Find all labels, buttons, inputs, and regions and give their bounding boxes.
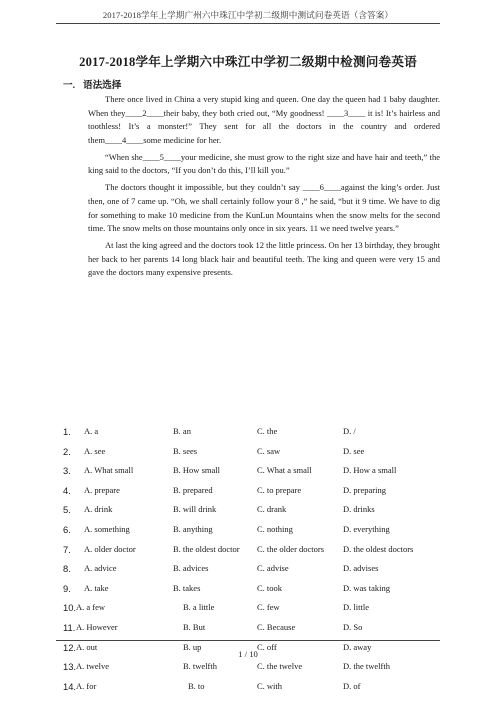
question-row xyxy=(63,446,443,466)
question-row xyxy=(63,563,443,583)
question-row xyxy=(63,602,443,622)
question-number: 6. xyxy=(63,523,71,535)
option-c: C. to prepare xyxy=(257,484,302,495)
document-title: 2017-2018学年上学期六中珠江中学初二级期中检测问卷英语 xyxy=(79,55,417,69)
option-a: A. prepare xyxy=(84,484,120,495)
option-c: C. advise xyxy=(257,563,289,574)
option-b: B. a little xyxy=(183,602,215,613)
option-b: B. advices xyxy=(173,563,209,574)
option-a: A. take xyxy=(84,582,109,593)
question-row xyxy=(63,524,443,544)
option-c: C. nothing xyxy=(257,523,293,534)
option-b: B. But xyxy=(183,621,206,632)
question-number: 14. xyxy=(63,680,77,692)
page-separator: / xyxy=(244,649,248,659)
option-b: B. twelfth xyxy=(183,661,217,672)
option-c: C. Because xyxy=(257,621,296,632)
option-b: B. to xyxy=(188,680,205,691)
option-b: B. takes xyxy=(173,582,201,593)
option-c: C. the xyxy=(257,426,278,436)
option-c: C. the twelve xyxy=(257,661,303,672)
question-number: 3. xyxy=(63,465,71,477)
passage-paragraph: “When she____5____your medicine, she must grow to the right size and have hair and teeth,” the king said to the doctors, “If you don’t do this, I’ll kill you.” xyxy=(88,151,440,176)
question-number: 10. xyxy=(63,602,77,614)
passage-paragraph: The doctors thought it impossible, but they couldn’t say ____6____against the king’s order. Just then, one of 7 came up. “Oh, we shall certainly follow your 8 ,” he said, “but it 9 time. We have to dig for something to make 10 medicine from the KunLun Mountains when the snow melts for the second time. The snow melts on those mountains only once in six years. 11 we need twelve years.” xyxy=(88,182,440,234)
option-d: D. drinks xyxy=(343,504,375,515)
section-number: 一. xyxy=(63,80,75,91)
option-a: A. twelve xyxy=(76,661,110,672)
option-d: D. was taking xyxy=(343,582,390,593)
option-a: A. something xyxy=(84,523,130,534)
option-c: C. few xyxy=(257,602,280,613)
cloze-passage xyxy=(88,93,440,283)
question-row xyxy=(63,544,443,564)
option-a: A. a xyxy=(84,426,99,436)
page-header: 2017-2018学年上学期广州六中珠江中学初二级期中测试问卷英语（含答案） xyxy=(102,10,394,20)
page-footer xyxy=(0,649,496,659)
footer-divider xyxy=(56,640,440,641)
question-number: 1. xyxy=(63,426,71,437)
section-heading xyxy=(63,77,121,91)
option-d: D. preparing xyxy=(343,484,386,495)
option-b: B. prepared xyxy=(173,484,213,495)
option-a: A. for xyxy=(76,680,97,691)
option-c: C. What a small xyxy=(257,465,312,476)
question-row xyxy=(63,485,443,505)
question-number: 11. xyxy=(63,621,76,633)
option-a: A. What small xyxy=(84,465,134,476)
question-number: 12. xyxy=(63,641,77,653)
question-row xyxy=(63,426,443,446)
question-number: 7. xyxy=(63,543,71,555)
option-a: A. drink xyxy=(84,504,113,515)
option-d: D. So xyxy=(343,621,363,632)
question-number: 5. xyxy=(63,504,71,516)
question-row xyxy=(63,504,443,524)
option-a: A. a few xyxy=(76,602,106,613)
page-number: 1 xyxy=(238,649,243,659)
option-a: A. out xyxy=(76,641,98,652)
question-number: 9. xyxy=(63,582,71,594)
question-row xyxy=(63,661,443,681)
passage-paragraph: There once lived in China a very stupid king and queen. One day the queen had 1 baby daughter. When they____2____their baby, they both cried out, “My goodness! ____3____ it is! It’s hairless and toothless! It’s a monster!” They sent for all the doctors in the country and ordered them____4____some medicine for her. xyxy=(88,94,440,145)
option-c: C. saw xyxy=(257,445,281,456)
option-a: A. see xyxy=(84,445,106,456)
option-b: B. sees xyxy=(173,445,198,456)
option-d: D. the twelfth xyxy=(343,661,390,672)
option-d: D. away xyxy=(343,641,372,652)
option-b: B. up xyxy=(183,641,202,652)
question-row xyxy=(63,465,443,485)
option-b: B. anything xyxy=(173,523,213,534)
option-b: B. How small xyxy=(173,465,220,476)
question-row xyxy=(63,681,443,701)
option-d: D. advises xyxy=(343,563,379,574)
section-label: 语法选择 xyxy=(83,80,122,91)
question-row xyxy=(63,583,443,603)
option-d: D. of xyxy=(343,680,361,691)
options-table xyxy=(63,426,443,700)
question-number: 4. xyxy=(63,484,71,496)
option-c: C. off xyxy=(257,641,277,652)
option-d: D. the oldest doctors xyxy=(343,543,414,554)
option-d: D. everything xyxy=(343,523,390,534)
option-a: A. However xyxy=(76,621,118,632)
option-b: B. will drink xyxy=(173,504,217,515)
question-number: 8. xyxy=(63,563,71,575)
option-c: C. the older doctors xyxy=(257,543,325,554)
option-a: A. advice xyxy=(84,563,117,574)
option-c: C. with xyxy=(257,680,283,691)
question-number: 13. xyxy=(63,661,77,673)
option-b: B. an xyxy=(173,426,191,436)
option-b: B. the oldest doctor xyxy=(173,543,240,554)
option-d: D. How a small xyxy=(343,465,397,476)
question-number: 2. xyxy=(63,445,71,457)
option-d: D. / xyxy=(343,426,356,436)
option-c: C. took xyxy=(257,582,283,593)
option-d: D. see xyxy=(343,445,365,456)
option-a: A. older doctor xyxy=(84,543,136,554)
header-divider xyxy=(56,23,440,24)
page-total: 10 xyxy=(249,649,258,659)
option-d: D. little xyxy=(343,602,369,613)
passage-paragraph: At last the king agreed and the doctors took 12 the little princess. On her 13 birthday, they brought her back to her parents 14 long black hair and beautiful teeth. The king and queen were very 15 and gave the doctors many expensive presents. xyxy=(88,240,440,278)
question-row xyxy=(63,622,443,642)
option-c: C. drank xyxy=(257,504,287,515)
